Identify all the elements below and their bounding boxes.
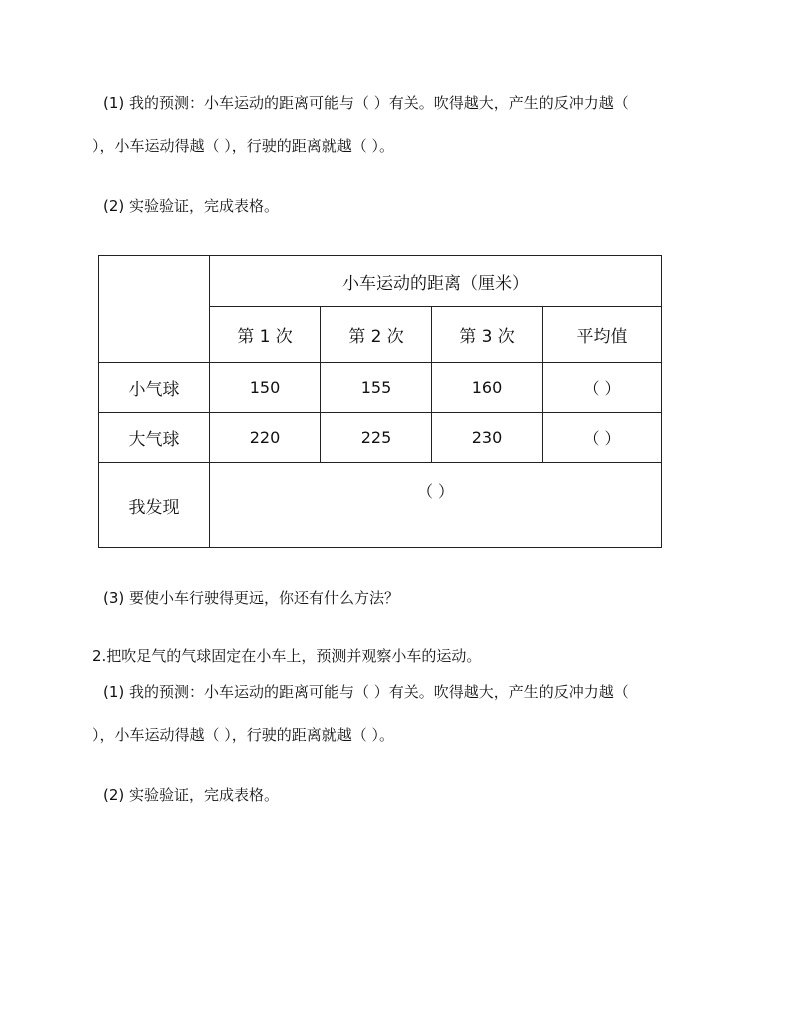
q3-question: (3) 要使小车行驶得更远，你还有什么方法？ [103,589,400,607]
table-corner-cell [99,256,210,363]
q1-prediction-line1: (1) 我的预测：小车运动的距离可能与（ ）有关。吹得越大，产生的反冲力越（ [103,94,629,112]
cell-large-average-blank[interactable]: （ ） [543,413,662,463]
cell-large-trial-1: 220 [210,413,321,463]
column-header-trial-2: 第 2 次 [321,307,432,363]
cell-large-trial-3: 230 [432,413,543,463]
cell-small-average-blank[interactable]: （ ） [543,363,662,413]
row-label-finding: 我发现 [99,463,210,548]
column-header-average: 平均值 [543,307,662,363]
cell-small-trial-3: 160 [432,363,543,413]
row-label-small-balloon: 小气球 [99,363,210,413]
cell-small-trial-1: 150 [210,363,321,413]
q1-prediction-line2: ），小车运动得越（ ），行驶的距离就越（ ）。 [92,137,395,155]
section2-intro: 2.把吹足气的气球固定在小车上，预测并观察小车的运动。 [92,647,482,665]
s2-q1-prediction-line2: ），小车运动得越（ ），行驶的距离就越（ ）。 [92,726,395,744]
results-table [98,255,662,548]
table-row [99,413,662,463]
s2-q1-prediction-line1: (1) 我的预测：小车运动的距离可能与（ ）有关。吹得越大，产生的反冲力越（ [103,683,629,701]
table-group-header: 小车运动的距离（厘米） [210,256,662,307]
row-label-large-balloon: 大气球 [99,413,210,463]
table-row [99,363,662,413]
column-header-trial-3: 第 3 次 [432,307,543,363]
s2-q2-experiment-instruction: (2) 实验验证，完成表格。 [103,786,280,804]
column-header-trial-1: 第 1 次 [210,307,321,363]
cell-large-trial-2: 225 [321,413,432,463]
q2-experiment-instruction: (2) 实验验证，完成表格。 [103,197,280,215]
finding-answer-blank[interactable]: （ ） [210,463,662,548]
cell-small-trial-2: 155 [321,363,432,413]
